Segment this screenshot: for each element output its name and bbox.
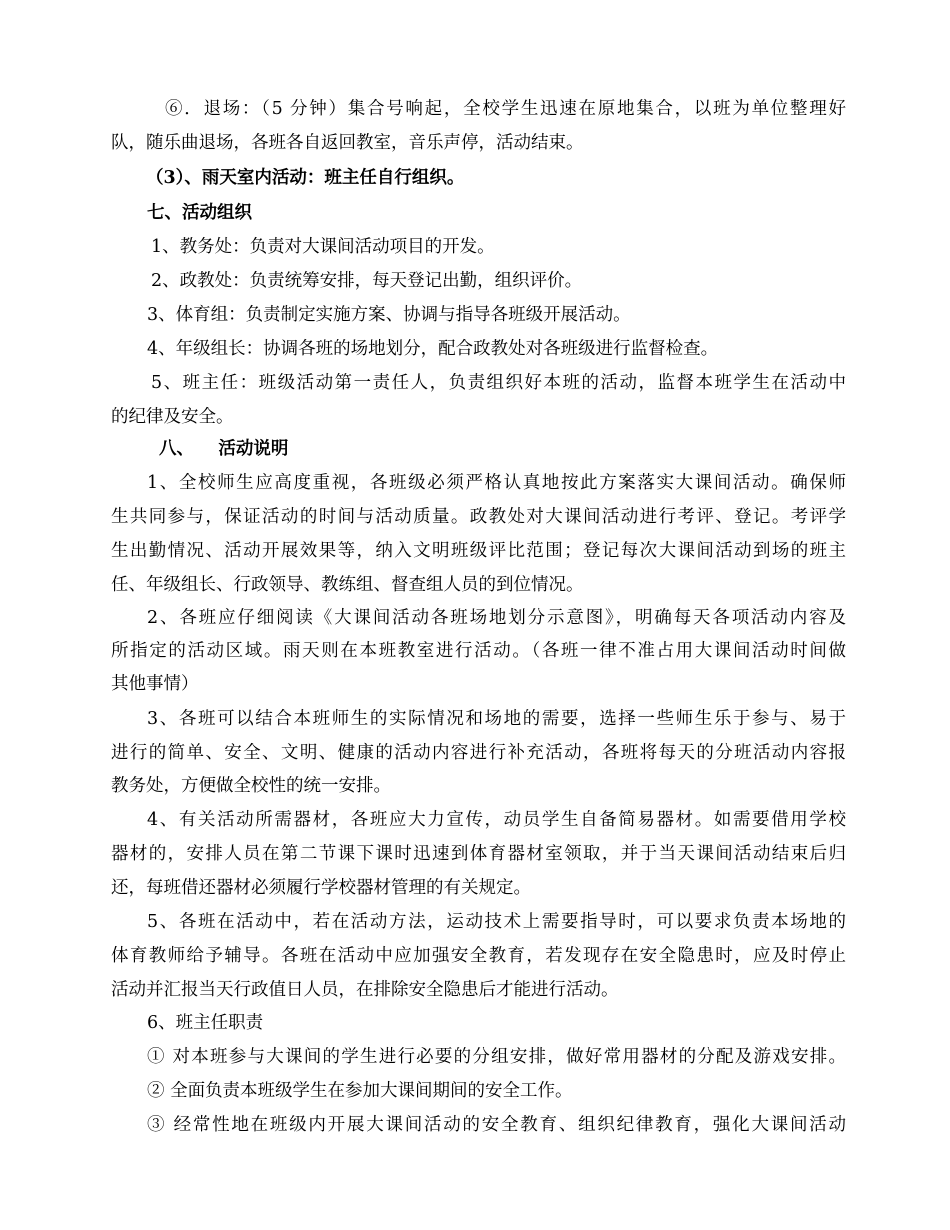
section-heading: 八、 活动说明: [159, 439, 289, 459]
list-item: 3、体育组：负责制定实施方案、协调与指导各班级开展活动。: [147, 305, 631, 325]
paragraph-line: 任、年级组长、行政领导、教练组、督查组人员的到位情况。: [111, 575, 584, 595]
paragraph-line: 进行的简单、安全、文明、健康的活动内容进行补充活动，各班将每天的分班活动内容报: [111, 743, 846, 763]
paragraph-line: ⑥．退场：（5 分钟）集合号响起，全校学生迅速在原地集合，以班为单位整理好: [165, 99, 846, 119]
paragraph-line: 2、各班应仔细阅读《大课间活动各班场地划分示意图》，明确每天各项活动内容及: [147, 608, 846, 628]
paragraph-line: 体育教师给予辅导。各班在活动中应加强安全教育，若发现存在安全隐患时，应及时停止: [111, 946, 846, 966]
list-item: 5、班主任：班级活动第一责任人，负责组织好本班的活动，监督本班学生在活动中: [151, 373, 846, 393]
list-item: ② 全面负责本班级学生在参加大课间期间的安全工作。: [147, 1081, 573, 1101]
paragraph-line: 5、各班在活动中，若在活动方法，运动技术上需要指导时，可以要求负责本场地的: [147, 912, 846, 932]
list-item: ① 对本班参与大课间的学生进行必要的分组安排，做好常用器材的分配及游戏安排。: [147, 1047, 846, 1067]
list-item: 1、教务处：负责对大课间活动项目的开发。: [151, 237, 495, 257]
list-heading: 6、班主任职责: [147, 1013, 264, 1033]
paragraph-line: 生出勤情况、活动开展效果等，纳入文明班级评比范围；登记每次大课间活动到场的班主: [111, 541, 846, 561]
paragraph-line: 生共同参与，保证活动的时间与活动质量。政教处对大课间活动进行考评、登记。考评学: [111, 507, 846, 527]
paragraph-line: 队，随乐曲退场，各班各自返回教室，音乐声停，活动结束。: [111, 133, 584, 153]
list-item: 2、政教处：负责统筹安排，每天登记出勤，组织评价。: [151, 271, 583, 291]
paragraph-line: 其他事情）: [111, 674, 199, 694]
list-item: 4、年级组长：协调各班的场地划分，配合政教处对各班级进行监督检查。: [147, 339, 719, 359]
paragraph-line: 器材的，安排人员在第二节课下课时迅速到体育器材室领取，并于当天课间活动结束后归: [111, 844, 846, 864]
paragraph-line: 的纪律及安全。: [111, 407, 234, 427]
list-item: ③ 经常性地在班级内开展大课间活动的安全教育、组织纪律教育，强化大课间活动: [147, 1115, 846, 1135]
paragraph-line: 1、全校师生应高度重视，各班级必须严格认真地按此方案落实大课间活动。确保师: [147, 473, 846, 493]
paragraph-line: 还，每班借还器材必须履行学校器材管理的有关规定。: [111, 878, 531, 898]
paragraph-line: 教务处，方便做全校性的统一安排。: [111, 776, 391, 796]
section-heading: 七、活动组织: [147, 203, 252, 223]
paragraph-line: 所指定的活动区域。雨天则在本班教室进行活动。（各班一律不准占用大课间活动时间做: [111, 641, 846, 661]
paragraph-line: 4、有关活动所需器材，各班应大力宣传，动员学生自备简易器材。如需要借用学校: [147, 810, 846, 830]
paragraph-line: 3、各班可以结合本班师生的实际情况和场地的需要，选择一些师生乐于参与、易于: [147, 709, 846, 729]
section-subheading: （3）、雨天室内活动：班主任自行组织。: [146, 168, 465, 188]
paragraph-line: 活动并汇报当天行政值日人员，在排除安全隐患后才能进行活动。: [111, 980, 619, 1000]
